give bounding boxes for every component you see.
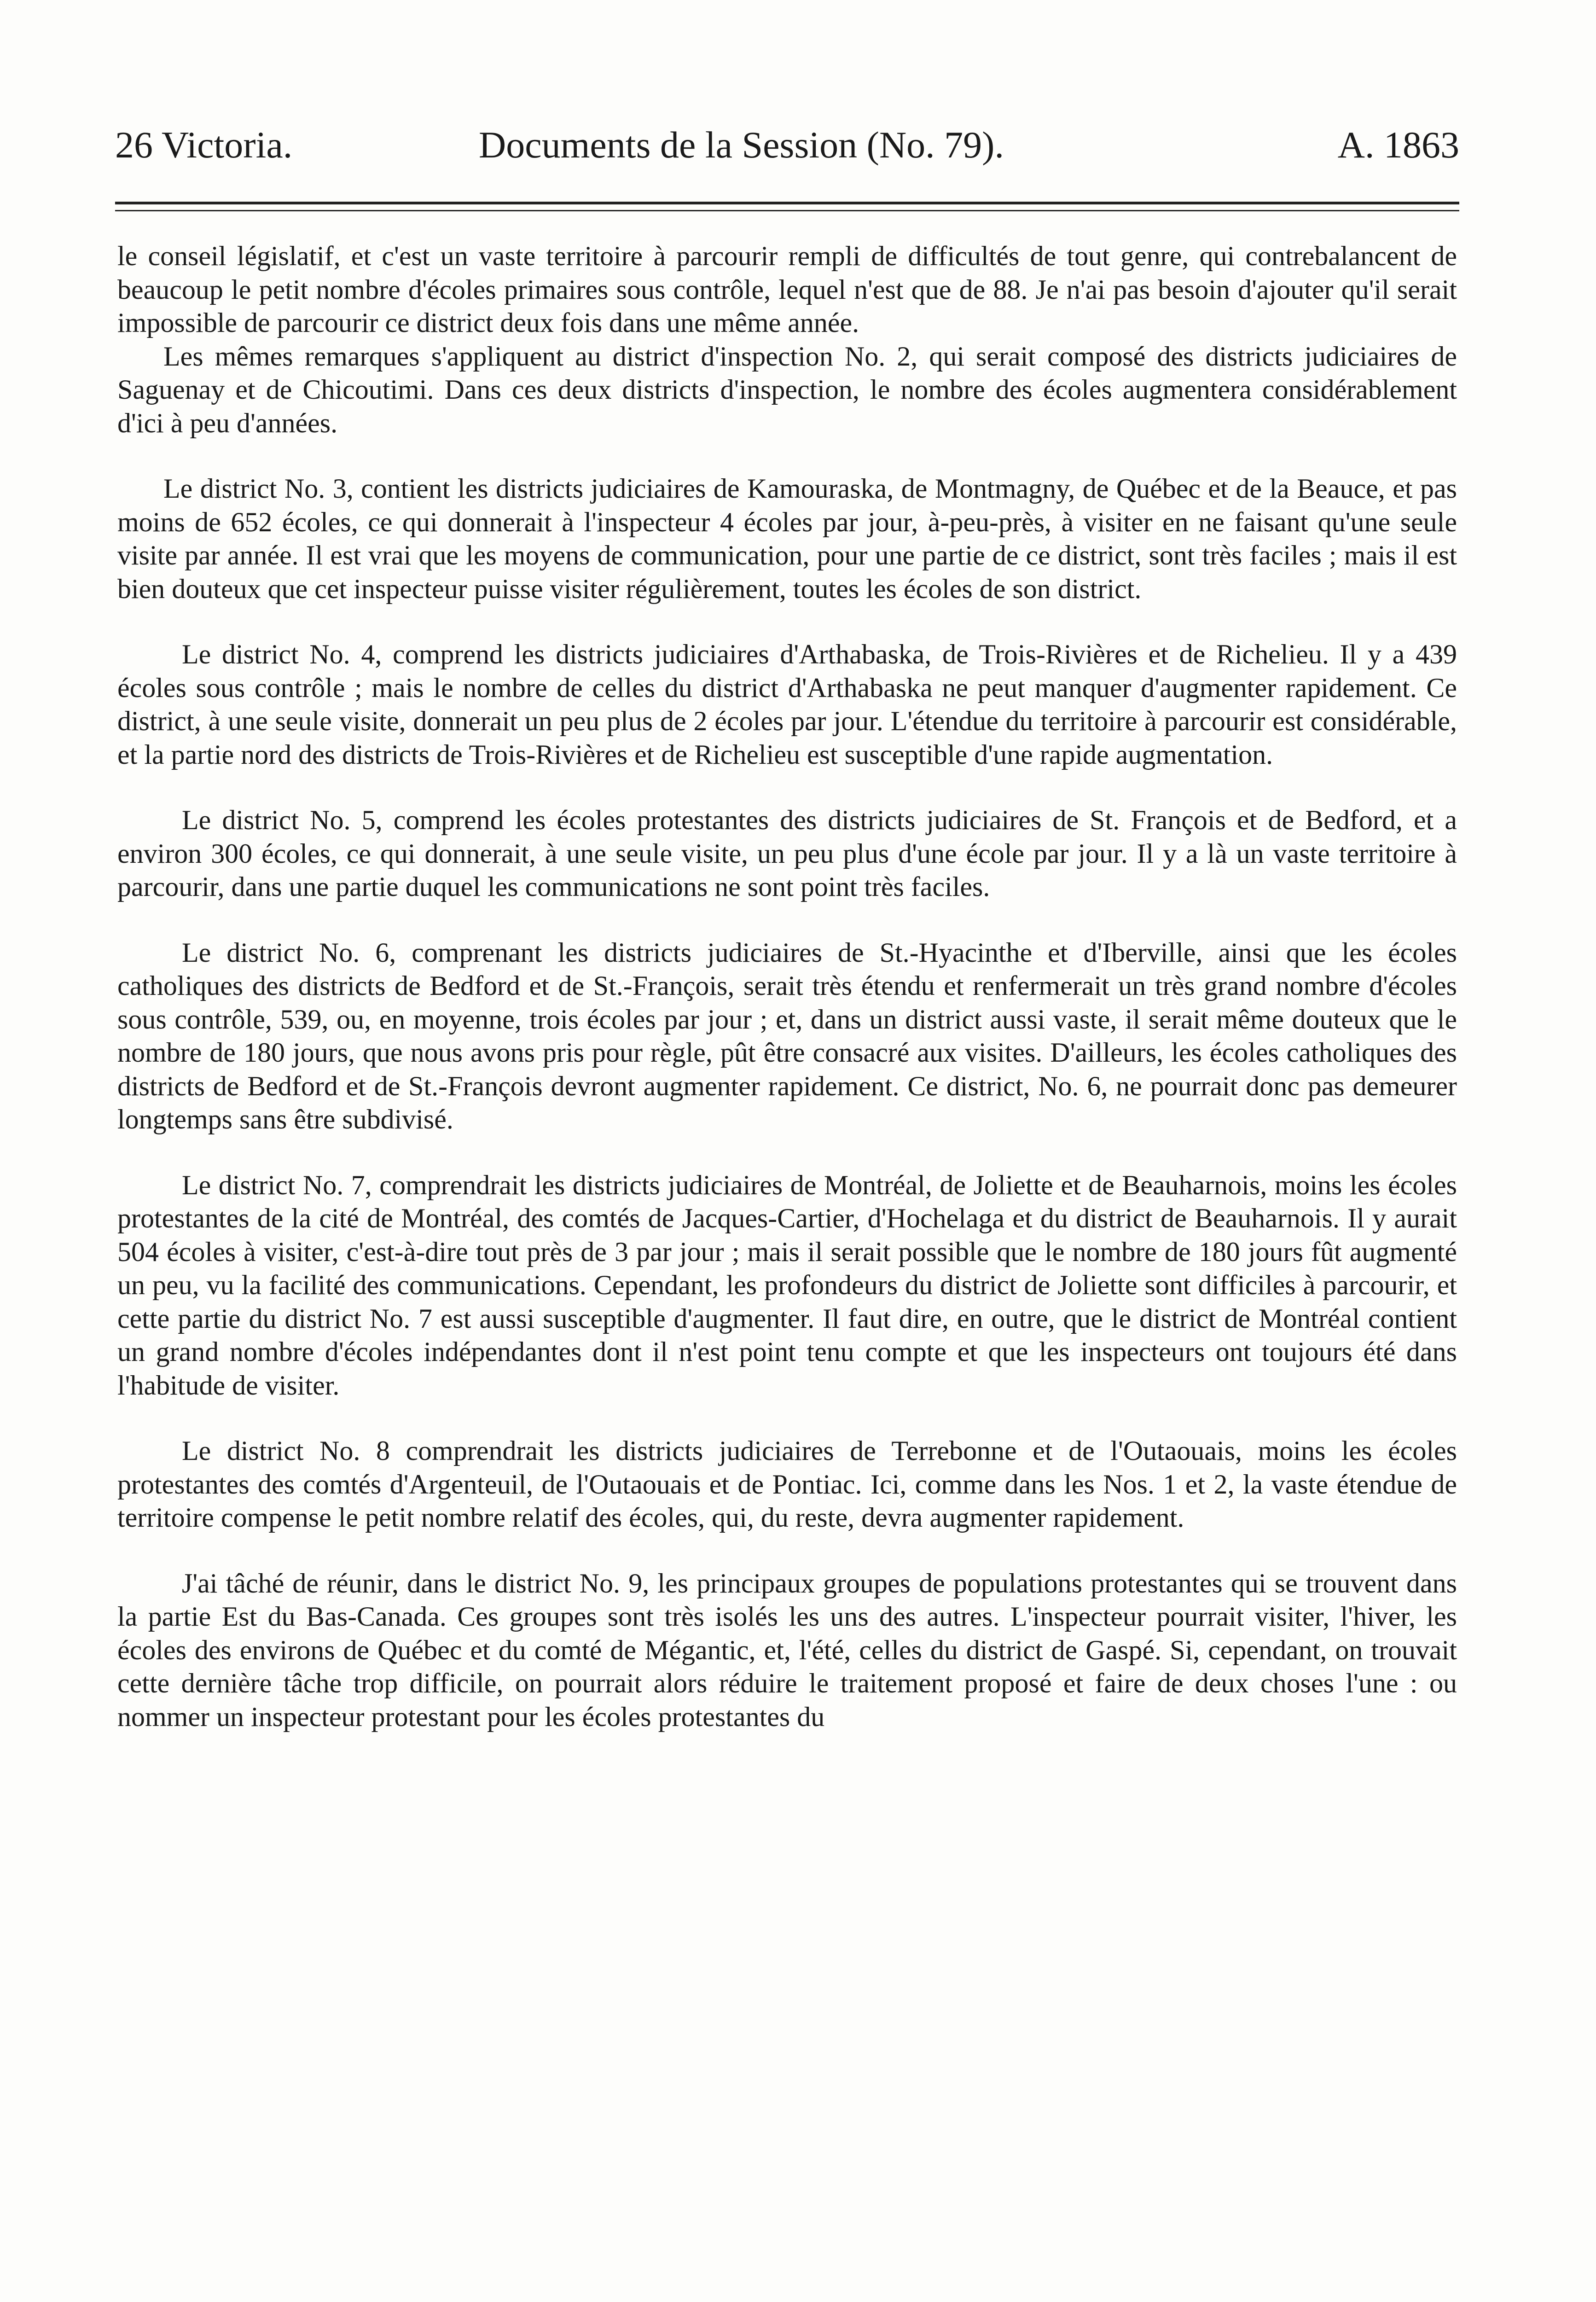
header-year: A. 1863 [1337, 124, 1459, 166]
paragraph-district-2: Les mêmes remarques s'appliquent au district d'inspection No. 2, qui serait composé des districts judiciaires de Saguenay et de Chicoutimi. Dans ces deux districts d'inspection, le nombre des écoles augmentera considérablement d'ici à peu d'années. [117, 341, 1457, 438]
paragraph-district-4: Le district No. 4, comprend les districts judiciaires d'Arthabaska, de Trois-Rivières et de Richelieu. Il y a 439 écoles sous contrôle ; mais le nombre de celles du district d'Arthabaska ne peut manquer d'augmenter rapidement. Ce district, à une seule visite, donnerait un peu plus de 2 écoles par jour. L'étendue du territoire à parcourir est considérable, et la partie nord des districts de Trois-Rivières et de Richelieu est susceptible d'une rapide augmentation. [117, 639, 1457, 770]
paragraph-district-3: Le district No. 3, contient les districts judiciaires de Kamouraska, de Montmagny, de Québec et de la Beauce, et pas moins de 652 écoles, ce qui donnerait à l'inspecteur 4 écoles par jour, à-peu-près, à visiter en ne faisant qu'une seule visite par année. Il est vrai que les moyens de communication, pour une partie de ce district, sont très faciles ; mais il est bien douteux que cet inspecteur puisse visiter régulièrement, toutes les écoles de son district. [117, 473, 1457, 604]
header-rule-thick [115, 202, 1459, 204]
header-title: Documents de la Session (No. 79). [479, 124, 1004, 166]
body-text [117, 239, 1457, 1733]
header-rule-thin [115, 210, 1459, 211]
header-volume: 26 Victoria. [115, 124, 293, 166]
paragraph-district-6: Le district No. 6, comprenant les districts judiciaires de St.-Hyacinthe et d'Iberville, ainsi que les écoles catholiques des districts de Bedford et de St.-François, serait très étendu et renfermerait un très grand nombre d'écoles sous contrôle, 539, ou, en moyenne, trois écoles par jour ; et, dans un district aussi vaste, il serait même douteux que le nombre de 180 jours, que nous avons pris pour règle, pût être consacré aux visites. D'ailleurs, les écoles catholiques des districts de Bedford et de St.-François devront augmenter rapidement. Ce district, No. 6, ne pourrait donc pas demeurer longtemps sans être subdivisé. [117, 937, 1457, 1134]
paragraph-continued: le conseil législatif, et c'est un vaste territoire à parcourir rempli de difficultés de tout genre, qui contrebalancent de beaucoup le petit nombre d'écoles primaires sous contrôle, lequel n'est que de 88. Je n'ai pas besoin d'ajouter qu'il serait impossible de parcourir ce district deux fois dans une même année. [117, 241, 1457, 338]
paragraph-district-7: Le district No. 7, comprendrait les districts judiciaires de Montréal, de Joliette et de Beauharnois, moins les écoles protestantes de la cité de Montréal, des comtés de Jacques-Cartier, d'Hochelaga et du district de Beauharnois. Il y aurait 504 écoles à visiter, c'est-à-dire tout près de 3 par jour ; mais il serait possible que le nombre de 180 jours fût augmenté un peu, vu la facilité des communications. Cependant, les profondeurs du district de Joliette sont difficiles à parcourir, et cette partie du district No. 7 est aussi susceptible d'augmenter. Il faut dire, en outre, que le district de Montréal contient un grand nombre d'écoles indépendantes dont il n'est point tenu compte et que les inspecteurs ont toujours été dans l'habitude de visiter. [117, 1169, 1457, 1401]
running-header [115, 113, 1459, 177]
paragraph-district-5: Le district No. 5, comprend les écoles protestantes des districts judiciaires de St. François et de Bedford, et a environ 300 écoles, ce qui donnerait, à une seule visite, un peu plus d'une école par jour. Il y a là un vaste territoire à parcourir, dans une partie duquel les communications ne sont point très faciles. [117, 805, 1457, 902]
paragraph-district-8: Le district No. 8 comprendrait les districts judiciaires de Terrebonne et de l'Outaouais, moins les écoles protestantes des comtés d'Argenteuil, de l'Outaouais et de Pontiac. Ici, comme dans les Nos. 1 et 2, la vaste étendue de territoire compense le petit nombre relatif des écoles, qui, du reste, devra augmenter rapidement. [117, 1436, 1457, 1533]
paragraph-district-9: J'ai tâché de réunir, dans le district No. 9, les principaux groupes de populations protestantes qui se trouvent dans la partie Est du Bas-Canada. Ces groupes sont très isolés les uns des autres. L'inspecteur pourrait visiter, l'hiver, les écoles des environs de Québec et du comté de Mégantic, et, l'été, celles du district de Gaspé. Si, cependant, on trouvait cette dernière tâche trop difficile, on pourrait alors réduire le traitement proposé et faire de deux choses l'une : ou nommer un inspecteur protestant pour les écoles protestantes du [117, 1568, 1457, 1732]
